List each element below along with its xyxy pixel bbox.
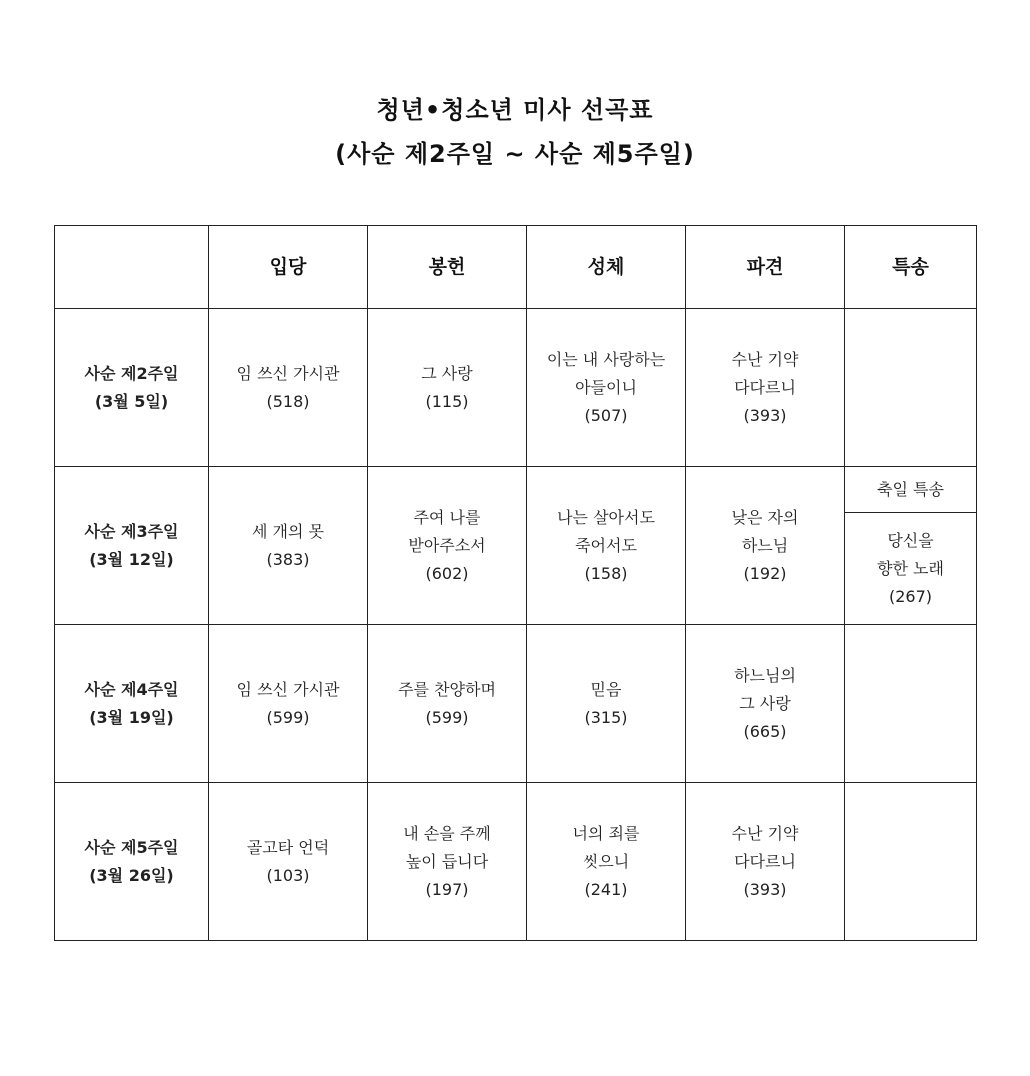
song-number: (393) — [743, 405, 787, 425]
communion-cell — [527, 467, 686, 625]
song-title-cont: 높이 듭니다 — [405, 851, 489, 871]
header-special: 특송 — [845, 226, 977, 309]
week-label: 사순 제4주일 — [84, 679, 179, 699]
entrance-cell — [209, 467, 368, 625]
week-date: (3월 26일) — [89, 865, 174, 885]
header-row — [55, 226, 977, 309]
song-title: 너의 죄를 — [572, 823, 640, 843]
communion-cell — [527, 309, 686, 467]
song-title: 임 쓰신 가시관 — [236, 363, 340, 383]
song-number: (197) — [425, 879, 469, 899]
table-row — [55, 467, 977, 625]
song-title-cont: 향한 노래 — [877, 558, 944, 578]
week-cell — [55, 625, 209, 783]
header-recessional: 파견 — [686, 226, 845, 309]
song-title: 당신을 — [887, 530, 934, 550]
song-number: (507) — [584, 405, 628, 425]
song-title: 믿음 — [590, 679, 622, 699]
header-empty — [55, 226, 209, 309]
week-date: (3월 12일) — [89, 549, 174, 569]
recessional-cell — [686, 309, 845, 467]
table-row — [55, 783, 977, 941]
song-title-cont: 받아주소서 — [408, 535, 486, 555]
song-title-cont: 씻으니 — [582, 851, 630, 871]
entrance-cell — [209, 625, 368, 783]
special-cell — [845, 309, 977, 467]
song-title: 하느님의 — [734, 665, 796, 685]
song-title: 수난 기약 — [731, 349, 799, 369]
header-offertory: 봉헌 — [368, 226, 527, 309]
week-label: 사순 제2주일 — [84, 363, 179, 383]
title-line-2: (사순 제2주일 ~ 사순 제5주일) — [335, 140, 695, 168]
song-title-cont: 그 사랑 — [739, 693, 791, 713]
song-title: 세 개의 못 — [252, 521, 324, 541]
song-number: (599) — [266, 707, 310, 727]
communion-cell — [527, 625, 686, 783]
recessional-cell — [686, 467, 845, 625]
song-number: (315) — [584, 707, 628, 727]
entrance-cell — [209, 783, 368, 941]
week-label: 사순 제3주일 — [84, 521, 179, 541]
song-title: 그 사랑 — [421, 363, 473, 383]
song-number: (192) — [743, 563, 787, 583]
header-communion: 성체 — [527, 226, 686, 309]
song-number: (518) — [266, 391, 310, 411]
song-number: (241) — [584, 879, 628, 899]
song-title-cont: 죽어서도 — [575, 535, 637, 555]
song-title-cont: 하느님 — [741, 535, 789, 555]
song-title: 낮은 자의 — [731, 507, 799, 527]
table-row — [55, 625, 977, 783]
song-schedule-table — [54, 225, 977, 941]
song-title: 내 손을 주께 — [403, 823, 491, 843]
song-title: 나는 살아서도 — [557, 507, 655, 527]
song-title: 임 쓰신 가시관 — [236, 679, 340, 699]
song-number: (267) — [888, 586, 933, 606]
special-song — [845, 513, 976, 624]
table-row — [55, 309, 977, 467]
offertory-cell — [368, 467, 527, 625]
week-date: (3월 5일) — [94, 391, 169, 411]
week-cell — [55, 783, 209, 941]
offertory-cell — [368, 783, 527, 941]
special-label: 축일 특송 — [845, 467, 976, 513]
song-number: (158) — [584, 563, 628, 583]
song-number: (115) — [425, 391, 469, 411]
offertory-cell — [368, 625, 527, 783]
song-number: (393) — [743, 879, 787, 899]
song-title: 수난 기약 — [731, 823, 799, 843]
song-number: (599) — [425, 707, 469, 727]
week-cell — [55, 467, 209, 625]
song-title: 이는 내 사랑하는 — [546, 349, 666, 369]
document-title — [0, 88, 1030, 176]
special-cell — [845, 467, 977, 625]
week-date: (3월 19일) — [89, 707, 174, 727]
title-line-1: 청년•청소년 미사 선곡표 — [376, 96, 654, 124]
song-number: (103) — [266, 865, 310, 885]
recessional-cell — [686, 625, 845, 783]
song-title-cont: 아들이니 — [575, 377, 637, 397]
recessional-cell — [686, 783, 845, 941]
header-entrance: 입당 — [209, 226, 368, 309]
special-cell — [845, 783, 977, 941]
song-number: (665) — [743, 721, 787, 741]
song-number: (383) — [266, 549, 310, 569]
week-cell — [55, 309, 209, 467]
special-cell — [845, 625, 977, 783]
song-title-cont: 다다르니 — [734, 851, 796, 871]
entrance-cell — [209, 309, 368, 467]
song-title: 골고타 언덕 — [246, 837, 330, 857]
week-label: 사순 제5주일 — [84, 837, 179, 857]
song-title: 주를 찬양하며 — [398, 679, 496, 699]
song-title: 주여 나를 — [413, 507, 481, 527]
communion-cell — [527, 783, 686, 941]
song-title-cont: 다다르니 — [734, 377, 796, 397]
song-number: (602) — [425, 563, 469, 583]
offertory-cell — [368, 309, 527, 467]
